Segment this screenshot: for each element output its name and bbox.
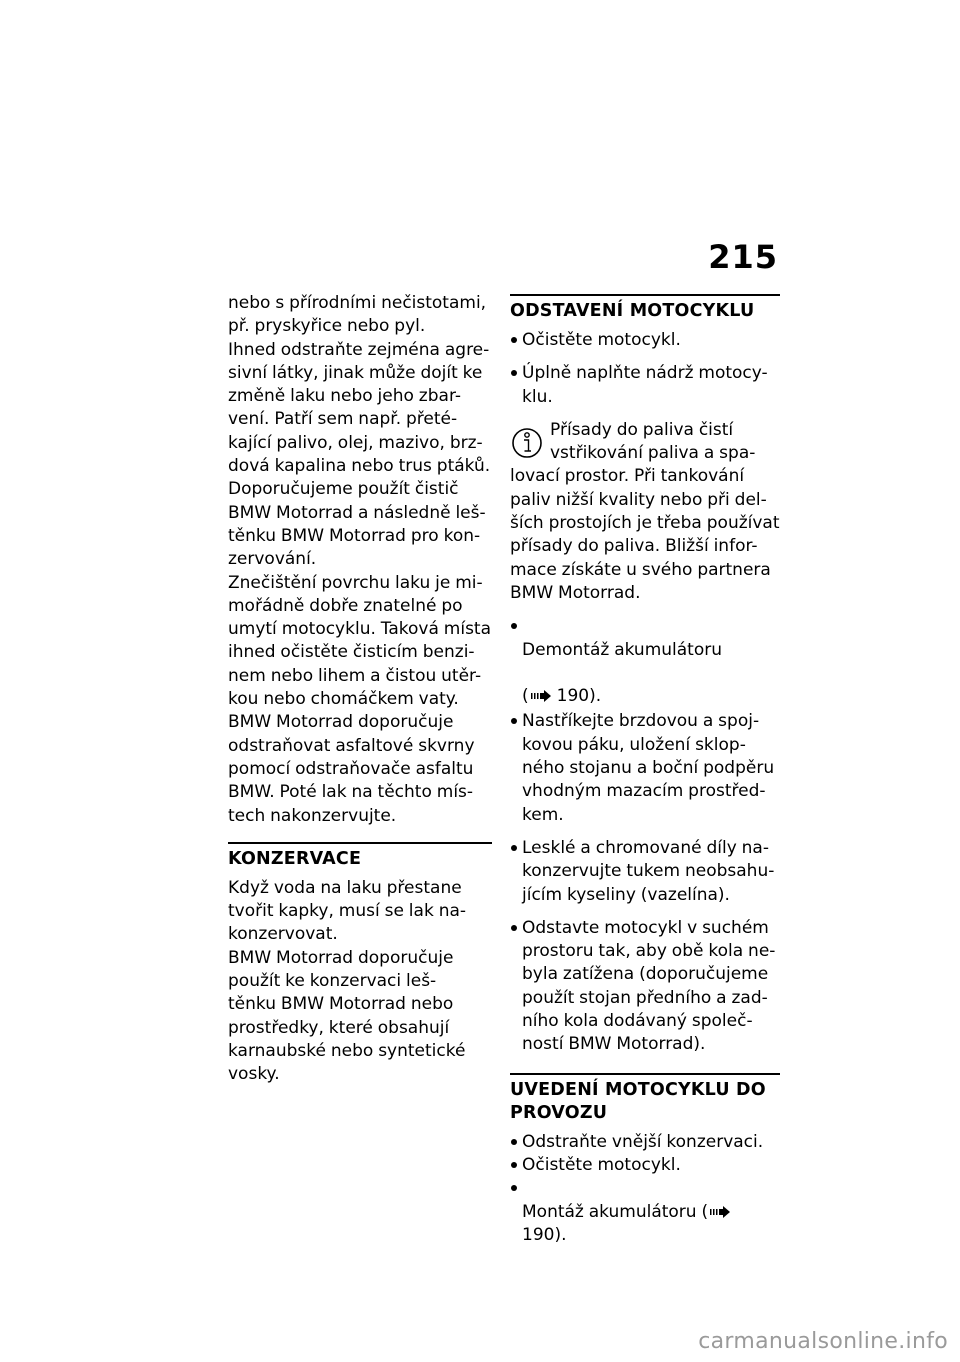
bullet-chrome-parts: Lesklé a chromované díly na- konzervujte tukem neobsahu- jícím kyseliny (vazelína). bbox=[510, 837, 780, 907]
heading-rule bbox=[510, 1073, 780, 1075]
uvedeni-heading: UVEDENÍ MOTOCYKLU DO PROVOZU bbox=[510, 1079, 766, 1123]
page-reference-arrow-icon bbox=[531, 690, 553, 702]
mount-page-reference[interactable]: 190 bbox=[522, 1224, 555, 1245]
info-note bbox=[510, 419, 780, 605]
bullet-clean-motorcycle: Očistěte motocykl. bbox=[510, 329, 780, 352]
heading-rule bbox=[228, 842, 492, 844]
info-first-lines: Přísady do paliva čistí vstřikování paliva a spa- bbox=[550, 419, 756, 464]
odstaveni-heading: ODSTAVENÍ MOTOCYKLU bbox=[510, 301, 755, 321]
bullet-remove-preservation: Odstraňte vnější konzervaci. bbox=[510, 1131, 780, 1154]
watermark: carmanualsonline.info bbox=[698, 1329, 948, 1354]
heading-rule bbox=[510, 294, 780, 296]
page-reference-arrow-icon bbox=[710, 1206, 732, 1218]
dirt-paragraph: Znečištění povrchu laku je mi- mořádně dobře znatelné po umytí motocyklu. Taková místa ihned očistěte čisticím benzi- nem nebo lihem a čistou utěr- kou nebo chomáčkem vaty. BMW Motorrad doporučuje odstraňovat asfaltové skvrny pomocí odstraňovače asfaltu BMW. Poté lak na těchto mís- tech nakonzervujte. bbox=[228, 572, 492, 826]
bullet-remove-battery: Demontáž akumulátoru ( 190). bbox=[510, 615, 780, 708]
bullet-mount-battery-text: Montáž akumulátoru bbox=[522, 1201, 697, 1222]
bullet-remove-battery-text: Demontáž akumulátoru bbox=[522, 639, 723, 660]
konzervace-paragraph-1: Když voda na laku přestane tvořit kapky, musí se lak na- konzervovat. bbox=[228, 877, 467, 945]
bullet-park-motorcycle: Odstavte motocykl v suchém prostoru tak, aby obě kola ne- byla zatížena (doporučujeme použít stojan předního a zad- ního kola dodávaný společ- ností BMW Motorrad). bbox=[510, 917, 780, 1057]
left-column bbox=[228, 292, 492, 1087]
bullet-clean-motorcycle-2: Očistěte motocykl. bbox=[510, 1154, 780, 1177]
info-remaining-text: lovací prostor. Při tankování paliv nižší kvality nebo při del- ších prostojích je třeba používat přísady do paliva. Bližší infor- mace získáte u svého partnera BMW Motorrad. bbox=[510, 466, 780, 603]
konzervace-paragraph-2: BMW Motorrad doporučuje použít ke konzervaci leš- těnku BMW Motorrad nebo prostředky, které obsahují karnaubské nebo syntetické vosky. bbox=[228, 947, 466, 1085]
battery-page-reference[interactable]: 190 bbox=[556, 686, 590, 707]
bullet-fill-tank: Úplně naplňte nádrž motocy- klu. bbox=[510, 362, 780, 409]
bullet-mount-battery: Montáž akumulátoru (190). bbox=[510, 1177, 780, 1247]
bullet-spray-levers: Nastříkejte brzdovou a spoj- kovou páku, uložení sklop- ného stojanu a boční podpěru vhodným mazacím prostřed- kem. bbox=[510, 710, 780, 826]
page-number: 215 bbox=[708, 238, 778, 276]
intro-paragraph: nebo s přírodními nečistotami, př. pryskyřice nebo pyl. Ihned odstraňte zejména agre- sivní látky, jinak může dojít ke změně laku nebo jeho zbar- vení. Patří sem např. přeté- kající palivo, olej, mazivo, brz- dová kapalina nebo trus ptáků. Doporučujeme použít čistič BMW Motorrad a následně leš- těnku BMW Motorrad pro kon- zervování. bbox=[228, 293, 491, 570]
konzervace-heading: KONZERVACE bbox=[228, 848, 362, 869]
info-icon bbox=[510, 423, 544, 463]
right-column bbox=[510, 292, 780, 1247]
